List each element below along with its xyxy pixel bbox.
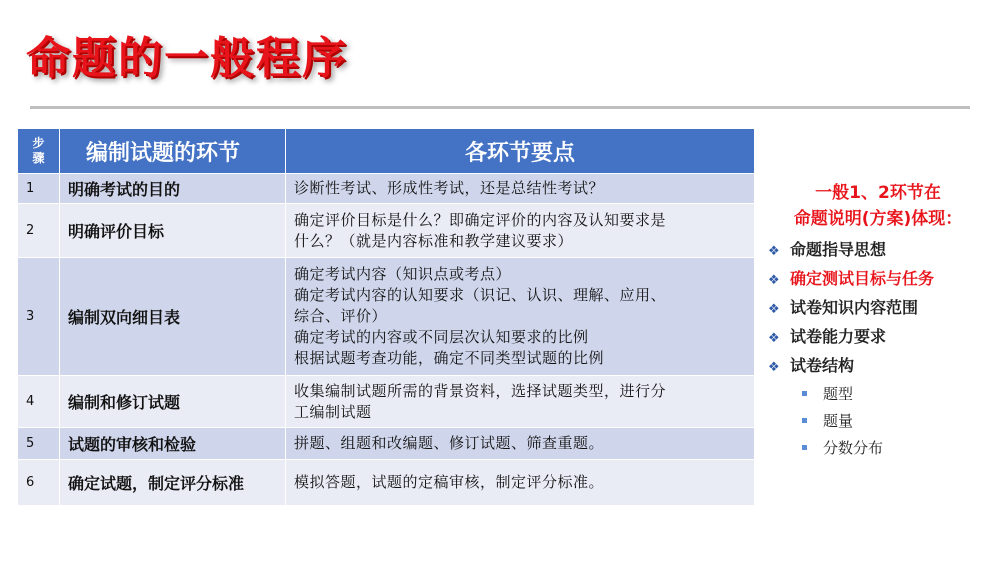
- sub-list-item: [762, 408, 994, 435]
- point-line: 拼题、组题和改编题、修订试题、筛查重题。: [294, 434, 605, 452]
- side-heading: [762, 180, 994, 232]
- row-step-number: 1: [18, 174, 60, 204]
- point-line: 工编制试题: [294, 402, 372, 421]
- row-points: [286, 204, 755, 258]
- list-item: [762, 294, 994, 323]
- side-heading-line: 命题说明(方案)体现：: [793, 209, 963, 229]
- point-line: 确定考试内容的认知要求（识记、认识、理解、应用、: [294, 286, 667, 304]
- point-line: 确定考试的内容或不同层次认知要求的比例: [294, 328, 589, 346]
- row-points: [286, 460, 755, 506]
- sub-item-label: 分数分布: [823, 439, 884, 457]
- row-points: [286, 174, 755, 204]
- table-row: [18, 174, 755, 204]
- header-stage: 编制试题的环节: [60, 129, 286, 174]
- row-points: [286, 428, 755, 460]
- point-line: 综合、评价）: [294, 307, 388, 325]
- table-row: [18, 376, 755, 428]
- row-points: [286, 376, 755, 428]
- diamond-bullet-icon: ❖: [768, 273, 780, 288]
- row-stage: 编制双向细目表: [60, 258, 286, 376]
- point-line: 收集编制试题所需的背景资料，选择试题类型，进行分: [294, 381, 667, 400]
- row-step-number: 6: [18, 460, 60, 506]
- point-line: 确定评价目标是什么？即确定评价的内容及认知要求是: [294, 210, 667, 229]
- list-item-highlighted: [762, 265, 994, 294]
- sub-item-label: 题量: [823, 412, 854, 430]
- row-step-number: 4: [18, 376, 60, 428]
- row-stage: 编制和修订试题: [60, 376, 286, 428]
- table-row: [18, 460, 755, 506]
- diamond-bullet-icon: ❖: [768, 331, 780, 346]
- point-line: 诊断性考试、形成性考试，还是总结性考试？: [294, 179, 605, 197]
- diamond-bullet-icon: ❖: [768, 360, 780, 375]
- side-heading-line: 一般1、2环节在: [815, 183, 941, 203]
- list-item-label: 试卷能力要求: [790, 327, 887, 346]
- sub-list-item: [762, 381, 994, 408]
- point-line: 根据试题考查功能，确定不同类型试题的比例: [294, 349, 605, 367]
- row-stage: 试题的审核和检验: [60, 428, 286, 460]
- list-item-label: 试卷结构: [790, 356, 855, 375]
- row-stage: 明确评价目标: [60, 204, 286, 258]
- sub-item-label: 题型: [823, 385, 854, 403]
- list-item-label: 命题指导思想: [790, 240, 887, 259]
- sub-list-item: [762, 435, 994, 462]
- page-title: 命题的一般程序: [26, 33, 348, 84]
- point-line: 确定考试内容（知识点或考点）: [294, 265, 512, 283]
- side-notes: [762, 180, 994, 462]
- header-step: [18, 129, 60, 174]
- title-divider: [30, 106, 970, 109]
- table-row: [18, 204, 755, 258]
- diamond-bullet-icon: ❖: [768, 302, 780, 317]
- point-line: 什么？（就是内容标准和教学建议要求）: [294, 231, 574, 250]
- header-points: 各环节要点: [286, 129, 755, 174]
- square-bullet-icon: [802, 418, 807, 423]
- row-step-number: 2: [18, 204, 60, 258]
- header-step-label: 步 骤: [32, 136, 45, 165]
- square-bullet-icon: [802, 445, 807, 450]
- row-step-number: 3: [18, 258, 60, 376]
- list-item: [762, 323, 994, 352]
- list-item-label: 试卷知识内容范围: [790, 298, 919, 317]
- row-stage: 明确考试的目的: [60, 174, 286, 204]
- list-item-label: 确定测试目标与任务: [790, 269, 935, 288]
- procedure-table: [17, 128, 755, 506]
- row-stage: 确定试题，制定评分标准: [60, 460, 286, 506]
- side-list: [762, 236, 994, 462]
- square-bullet-icon: [802, 391, 807, 396]
- row-step-number: 5: [18, 428, 60, 460]
- table-row: [18, 258, 755, 376]
- list-item: [762, 352, 994, 381]
- row-points: [286, 258, 755, 376]
- table-header-row: [18, 129, 755, 174]
- table-row: [18, 428, 755, 460]
- diamond-bullet-icon: ❖: [768, 244, 780, 259]
- list-item: [762, 236, 994, 265]
- point-line: 模拟答题，试题的定稿审核，制定评分标准。: [294, 473, 605, 491]
